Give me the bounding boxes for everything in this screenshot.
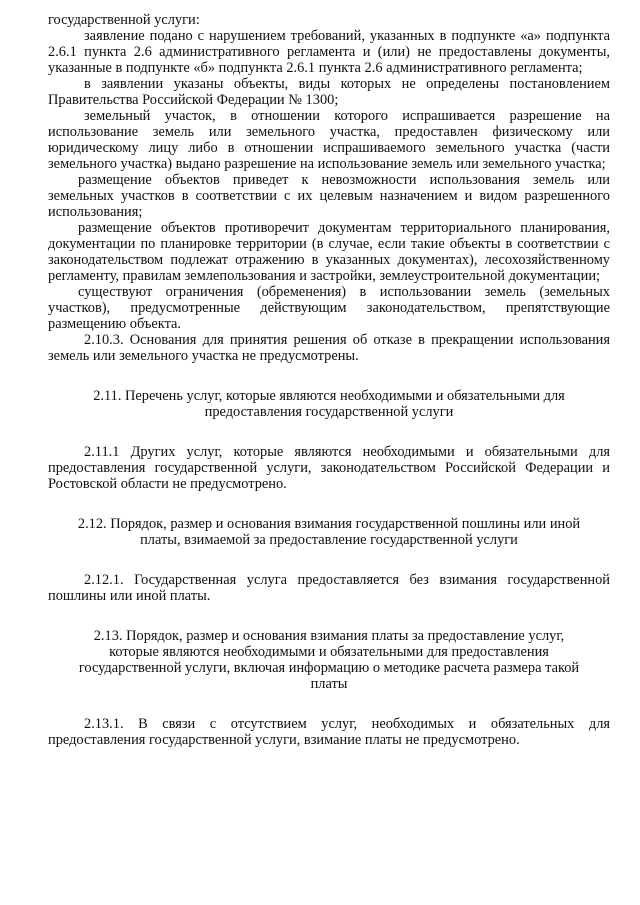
paragraph-list-item: размещение объектов противоречит документам территориального планирования, документации по планировке территории (в случае, если такие объекты в соответствии с законодательством подлежат отражению в указанных документах), лесохозяйственному регламенту, правилам землепользования и застройки, землеустроительной документации; xyxy=(48,220,610,284)
section-body: 2.12.1. Государственная услуга предоставляется без взимания государственной пошлины или иной платы. xyxy=(48,572,610,604)
section-body: 2.13.1. В связи с отсутствием услуг, необходимых и обязательных для предоставления государственной услуги, взимание платы не предусмотрено. xyxy=(48,716,610,748)
document-body xyxy=(48,12,610,748)
section-heading: 2.11. Перечень услуг, которые являются необходимыми и обязательными для предоставления государственной услуги xyxy=(93,388,565,420)
paragraph-continuation: государственной услуги: xyxy=(48,12,200,28)
section-heading: 2.13. Порядок, размер и основания взимания платы за предоставление услуг, которые являются необходимыми и обязательными для предоставления государственной услуги, включая информацию о методике расчета размера такой платы xyxy=(78,628,580,692)
section-heading: 2.12. Порядок, размер и основания взимания государственной пошлины или иной платы, взимаемой за предоставление государственной услуги xyxy=(77,516,581,548)
paragraph-list-item: земельный участок, в отношении которого испрашивается разрешение на использование земель или земельного участка, предоставлен физическому или юридическому лицу либо в отношении испрашиваемого земельного участка (части земельного участка) выдано разрешение на использование земель или земельного участка; xyxy=(48,108,610,172)
spacer xyxy=(48,364,610,388)
spacer xyxy=(48,692,610,716)
spacer xyxy=(48,420,610,444)
spacer xyxy=(48,548,610,572)
paragraph-list-item: в заявлении указаны объекты, виды которых не определены постановлением Правительства Российской Федерации № 1300; xyxy=(48,76,610,108)
paragraph-list-item: размещение объектов приведет к невозможности использования земель или земельных участков в соответствии с их целевым назначением и видом разрешенного использования; xyxy=(48,172,610,220)
spacer xyxy=(48,492,610,516)
paragraph-clause: 2.10.3. Основания для принятия решения об отказе в прекращении использования земель или земельного участка не предусмотрены. xyxy=(48,332,610,364)
spacer xyxy=(48,604,610,628)
paragraph-list-item: существуют ограничения (обременения) в использовании земель (земельных участков), предусмотренные действующим законодательством, препятствующие размещению объекта. xyxy=(48,284,610,332)
paragraph-list-item: заявление подано с нарушением требований, указанных в подпункте «а» подпункта 2.6.1 пункта 2.6 административного регламента и (или) не предоставлены документы, указанные в подпункте «б» подпункта 2.6.1 пункта 2.6 административного регламента; xyxy=(48,28,610,76)
section-body: 2.11.1 Других услуг, которые являются необходимыми и обязательными для предоставления государственной услуги, законодательством Российской Федерации и Ростовской области не предусмотрено. xyxy=(48,444,610,492)
